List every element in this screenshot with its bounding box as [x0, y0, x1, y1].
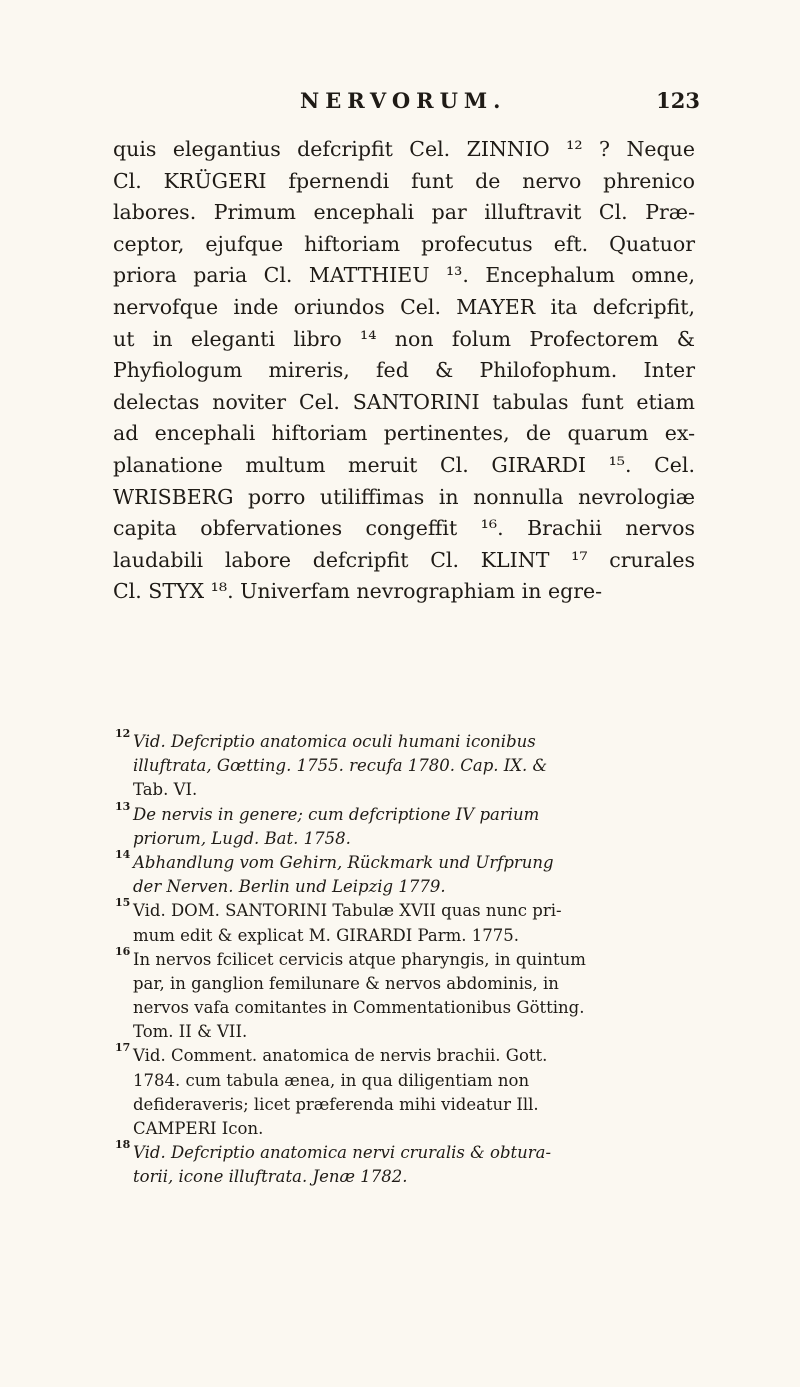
text-line: ut in eleganti libro ¹⁴ non folum Profectorem & — [113, 326, 695, 351]
footnote-line: In nervos fcilicet cervicis atque pharyngis, in quintum — [133, 949, 586, 969]
running-title: NERVORUM. — [300, 88, 507, 113]
footnote-line: nervos vafa comitantes in Commentationibus Götting. — [133, 998, 585, 1018]
text-line: ad encephali hiftoriam pertinentes, de quarum ex- — [113, 421, 695, 446]
text-line: Phyfiologum mireris, fed & Philofophum. Inter — [113, 358, 695, 383]
footnote-line: De nervis in genere; cum defcriptione IV parium — [133, 804, 540, 824]
footnote-line: defideraveris; licet præferenda mihi videatur Ill. — [133, 1094, 539, 1114]
footnote-line: 1784. cum tabula ænea, in qua diligentiam non — [133, 1070, 530, 1090]
footnote-marker: 14 — [115, 847, 131, 861]
footnote-marker: 12 — [115, 727, 131, 740]
footnote-line: Abhandlung vom Gehirn, Rückmark und Urfprung — [133, 852, 554, 872]
footnote-14 — [113, 847, 698, 899]
footnote-marker: 13 — [115, 799, 131, 813]
footnote-line: torii, icone illuftrata. Jenæ 1782. — [133, 1167, 408, 1187]
footnote-marker: 15 — [115, 896, 131, 910]
footnote-line: CAMPERI Icon. — [133, 1119, 264, 1138]
footnote-12 — [113, 727, 698, 803]
footnotes — [113, 727, 698, 1190]
footnote-18 — [113, 1138, 698, 1189]
page-number: 123 — [656, 88, 700, 113]
footnote-marker: 17 — [115, 1041, 131, 1055]
footnote-line: Vid. Defcriptio anatomica oculi humani iconibus — [133, 732, 536, 751]
text-line: WRISBERG porro utiliffimas in nonnulla nevrologiæ — [113, 484, 695, 509]
footnote-marker: 18 — [115, 1138, 131, 1152]
text-line: quis elegantius defcripfit Cel. ZINNIO ¹² ? Neque — [113, 137, 695, 161]
text-line: labores. Primum encephali par illuftravit Cl. Præ- — [113, 200, 695, 225]
footnote-line: der Nerven. Berlin und Leipzig 1779. — [133, 877, 446, 897]
text-line: Cl. KRÜGERI fpernendi funt de nervo phrenico — [113, 168, 695, 193]
text-line: Cl. STYX ¹⁸. Univerfam nevrographiam in egre- — [113, 579, 603, 604]
footnote-line: par, in ganglion femilunare & nervos abdominis, in — [133, 973, 559, 993]
footnote-17 — [113, 1041, 698, 1141]
text-line: priora paria Cl. MATTHIEU ¹³. Encephalum omne, — [113, 263, 695, 288]
footnote-line: priorum, Lugd. Bat. 1758. — [133, 828, 351, 848]
text-line: nervofque inde oriundos Cel. MAYER ita defcripfit, — [113, 294, 695, 319]
text-line: laudabili labore defcripfit Cl. KLINT ¹⁷ crurales — [113, 547, 695, 572]
footnote-13 — [113, 799, 698, 851]
footnote-line: mum edit & explicat M. GIRARDI Parm. 1775. — [133, 925, 520, 945]
text-line: delectas noviter Cel. SANTORINI tabulas funt etiam — [113, 389, 695, 414]
footnote-line: Tab. VI. — [133, 780, 198, 800]
footnote-line: Tom. II & VII. — [133, 1022, 248, 1042]
footnote-line: Vid. Comment. anatomica de nervis brachii. Gott. — [133, 1046, 548, 1066]
main-paragraph — [113, 134, 695, 608]
text-line: capita obfervationes congeffit ¹⁶. Brachii nervos — [113, 516, 695, 541]
text-line: ceptor, ejufque hiftoriam profecutus eft. Quatuor — [113, 231, 695, 256]
text-line: planatione multum meruit Cl. GIRARDI ¹⁵. Cel. — [113, 452, 695, 477]
footnote-line: illuftrata, Gœtting. 1755. recufa 1780. Cap. IX. & — [133, 756, 548, 776]
footnote-line: Vid. Defcriptio anatomica nervi cruralis & obtura- — [133, 1143, 552, 1163]
footnote-line: Vid. DOM. SANTORINI Tabulæ XVII quas nunc pri- — [133, 901, 562, 921]
page-header — [300, 88, 700, 118]
footnote-16 — [113, 944, 698, 1045]
footnote-marker: 16 — [115, 944, 131, 958]
footnote-15 — [113, 896, 698, 947]
